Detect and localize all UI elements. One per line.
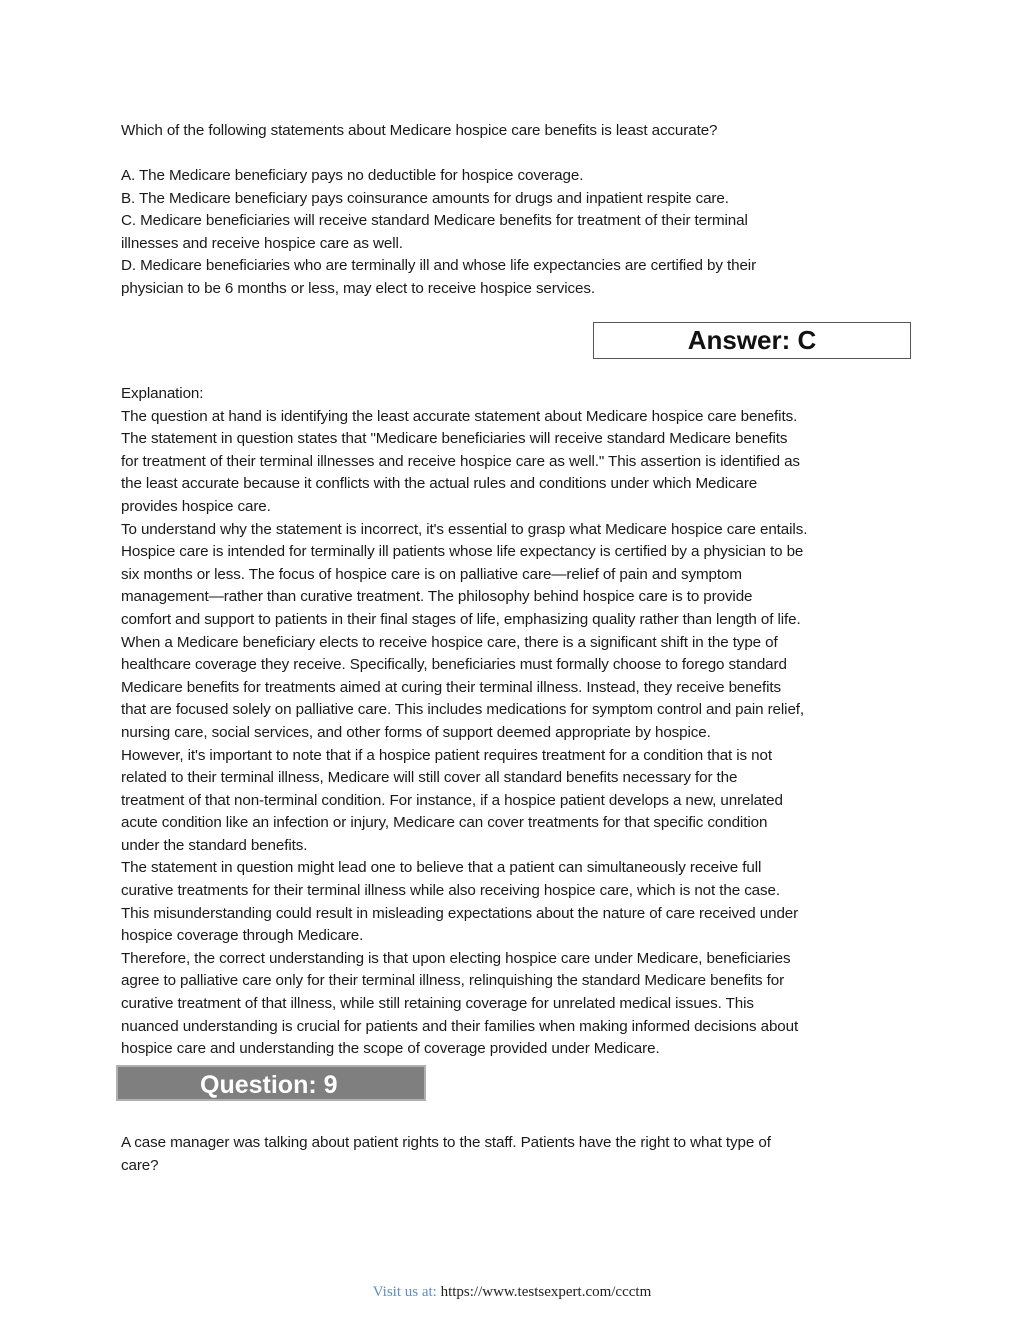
explanation-line: comfort and support to patients in their final stages of life, emphasizing quality rather than length of life. xyxy=(121,610,801,628)
explanation-line: agree to palliative care only for their terminal illness, relinquishing the standard Medicare benefits for xyxy=(121,972,785,990)
question-text: Which of the following statements about Medicare hospice care benefits is least accurate? xyxy=(121,122,718,139)
next-question-text: A case manager was talking about patient rights to the staff. Patients have the right to what type of xyxy=(121,1134,771,1151)
answer-box xyxy=(593,322,911,359)
explanation-line: hospice care and understanding the scope of coverage provided under Medicare. xyxy=(121,1040,660,1058)
question-heading-banner xyxy=(116,1065,426,1101)
next-question-text: care? xyxy=(121,1156,159,1174)
explanation-line: treatment of that non-terminal condition. For instance, if a hospice patient develops a new, unrelated xyxy=(121,791,783,809)
explanation-line: the least accurate because it conflicts with the actual rules and conditions under which Medicare xyxy=(121,475,758,493)
explanation-line: Therefore, the correct understanding is that upon electing hospice care under Medicare, beneficiaries xyxy=(121,949,791,967)
explanation-line: nursing care, social services, and other forms of support deemed appropriate by hospice. xyxy=(121,723,711,741)
explanation-line: Hospice care is intended for terminally ill patients whose life expectancy is certified by a physician to be xyxy=(121,543,804,561)
explanation-line: nuanced understanding is crucial for patients and their families when making informed decisions about xyxy=(121,1017,799,1035)
explanation-line: curative treatments for their terminal illness while also receiving hospice care, which is not the case. xyxy=(121,882,780,900)
explanation-line: six months or less. The focus of hospice care is on palliative care—relief of pain and symptom xyxy=(121,565,742,583)
explanation-line: that are focused solely on palliative care. This includes medications for symptom control and pain relief, xyxy=(121,701,805,719)
question-heading: Question: 9 xyxy=(200,1071,338,1099)
explanation-line: This misunderstanding could result in misleading expectations about the nature of care received under xyxy=(121,904,799,922)
option-b: B. The Medicare beneficiary pays coinsurance amounts for drugs and inpatient respite care. xyxy=(121,189,729,207)
option-c: C. Medicare beneficiaries will receive standard Medicare benefits for treatment of their terminal xyxy=(121,212,748,230)
footer-label: Visit us at: xyxy=(372,1284,437,1300)
explanation-line: under the standard benefits. xyxy=(121,836,308,854)
explanation-line: The statement in question states that "Medicare beneficiaries will receive standard Medicare benefits xyxy=(121,430,788,448)
next-question-prompt xyxy=(121,1132,911,1177)
answer-options xyxy=(121,165,911,301)
explanation-line: When a Medicare beneficiary elects to receive hospice care, there is a significant shift in the type of xyxy=(121,633,778,651)
explanation-line: acute condition like an infection or injury, Medicare can cover treatments for that specific condition xyxy=(121,814,768,832)
explanation-line: hospice coverage through Medicare. xyxy=(121,927,364,945)
explanation-line: To understand why the statement is incorrect, it's essential to grasp what Medicare hospice care entails. xyxy=(121,520,808,538)
explanation-line: The question at hand is identifying the least accurate statement about Medicare hospice care benefits. xyxy=(121,407,798,425)
explanation-line: healthcare coverage they receive. Specifically, beneficiaries must formally choose to forego standard xyxy=(121,656,787,674)
option-d: D. Medicare beneficiaries who are terminally ill and whose life expectancies are certified by their xyxy=(121,257,757,275)
option-d-continued: physician to be 6 months or less, may elect to receive hospice services. xyxy=(121,279,595,297)
explanation-line: related to their terminal illness, Medicare will still cover all standard benefits necessary for the xyxy=(121,769,738,787)
question-prompt xyxy=(121,120,911,143)
explanation-line: Explanation: xyxy=(121,385,204,402)
answer-label: Answer: C xyxy=(687,325,817,355)
footer-link[interactable]: https://www.testsexpert.com/ccctm xyxy=(440,1284,652,1300)
explanation-line: management—rather than curative treatment. The philosophy behind hospice care is to provide xyxy=(121,588,753,606)
option-a: A. The Medicare beneficiary pays no deductible for hospice coverage. xyxy=(121,167,584,184)
explanation-line: provides hospice care. xyxy=(121,497,271,515)
explanation-line: for treatment of their terminal illnesses and receive hospice care as well." This assertion is identified as xyxy=(121,452,800,470)
explanation xyxy=(121,383,911,1061)
explanation-line: Medicare benefits for treatments aimed at curing their terminal illness. Instead, they receive benefits xyxy=(121,678,781,696)
explanation-line: However, it's important to note that if a hospice patient requires treatment for a condition that is not xyxy=(121,746,772,764)
page-footer xyxy=(0,1284,1024,1301)
explanation-line: The statement in question might lead one to believe that a patient can simultaneously receive full xyxy=(121,859,762,877)
option-c-continued: illnesses and receive hospice care as well. xyxy=(121,234,403,252)
explanation-line: curative treatment of that illness, while still retaining coverage for unrelated medical issues. This xyxy=(121,995,754,1013)
